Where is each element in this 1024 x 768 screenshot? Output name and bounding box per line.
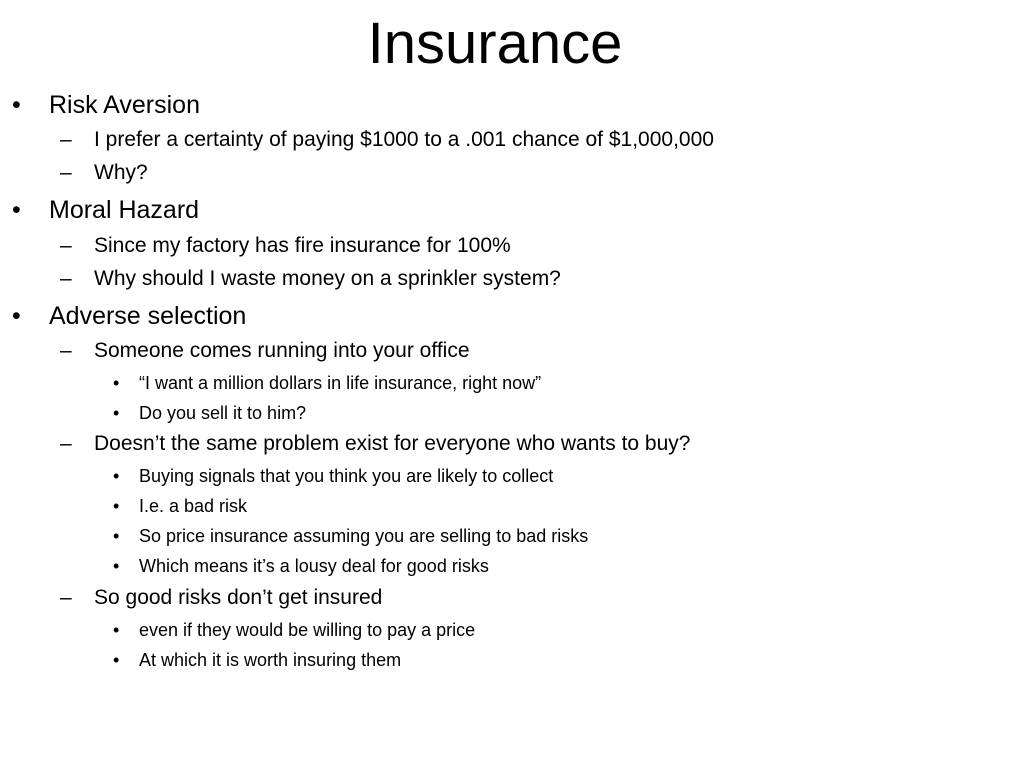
dash-marker: –: [60, 586, 72, 609]
sub-bullet-text: Since my factory has fire insurance for 100%: [94, 234, 511, 257]
small-bullet-marker: •: [113, 556, 120, 576]
sub-bullet-text: Someone comes running into your office: [94, 339, 470, 362]
sub-bullet-text: So good risks don’t get insured: [94, 586, 383, 609]
slide-title: Insurance: [367, 11, 623, 76]
sub-sub-bullet-text: So price insurance assuming you are selling to bad risks: [139, 526, 589, 546]
bullet-text: Risk Aversion: [49, 91, 200, 119]
sub-sub-bullet-text: At which it is worth insuring them: [139, 650, 402, 670]
sub-sub-bullet-text: Which means it’s a lousy deal for good risks: [139, 556, 489, 576]
dash-marker: –: [60, 339, 72, 362]
dash-marker: –: [60, 432, 72, 455]
small-bullet-marker: •: [113, 526, 120, 546]
sub-bullet-text: Why should I waste money on a sprinkler system?: [94, 267, 561, 290]
dash-marker: –: [60, 161, 72, 184]
sub-sub-bullet-text: “I want a million dollars in life insurance, right now”: [139, 373, 542, 393]
bullet-marker: •: [12, 196, 21, 224]
dash-marker: –: [60, 267, 72, 290]
small-bullet-marker: •: [113, 496, 120, 516]
small-bullet-marker: •: [113, 650, 120, 670]
bullet-text: Adverse selection: [49, 302, 247, 330]
bullet-marker: •: [12, 91, 21, 119]
sub-sub-bullet-text: even if they would be willing to pay a price: [139, 620, 476, 640]
small-bullet-marker: •: [113, 373, 120, 393]
small-bullet-marker: •: [113, 466, 120, 486]
small-bullet-marker: •: [113, 403, 120, 423]
bullet-text: Moral Hazard: [49, 196, 200, 224]
sub-sub-bullet-text: I.e. a bad risk: [139, 496, 248, 516]
dash-marker: –: [60, 128, 72, 151]
sub-bullet-text: Doesn’t the same problem exist for everyone who wants to buy?: [94, 432, 691, 455]
sub-sub-bullet-text: Buying signals that you think you are likely to collect: [139, 466, 554, 486]
sub-sub-bullet-text: Do you sell it to him?: [139, 403, 307, 423]
sub-bullet-text: I prefer a certainty of paying $1000 to a .001 chance of $1,000,000: [94, 128, 714, 151]
small-bullet-marker: •: [113, 620, 120, 640]
dash-marker: –: [60, 234, 72, 257]
sub-bullet-text: Why?: [94, 161, 148, 184]
bullet-marker: •: [12, 302, 21, 330]
